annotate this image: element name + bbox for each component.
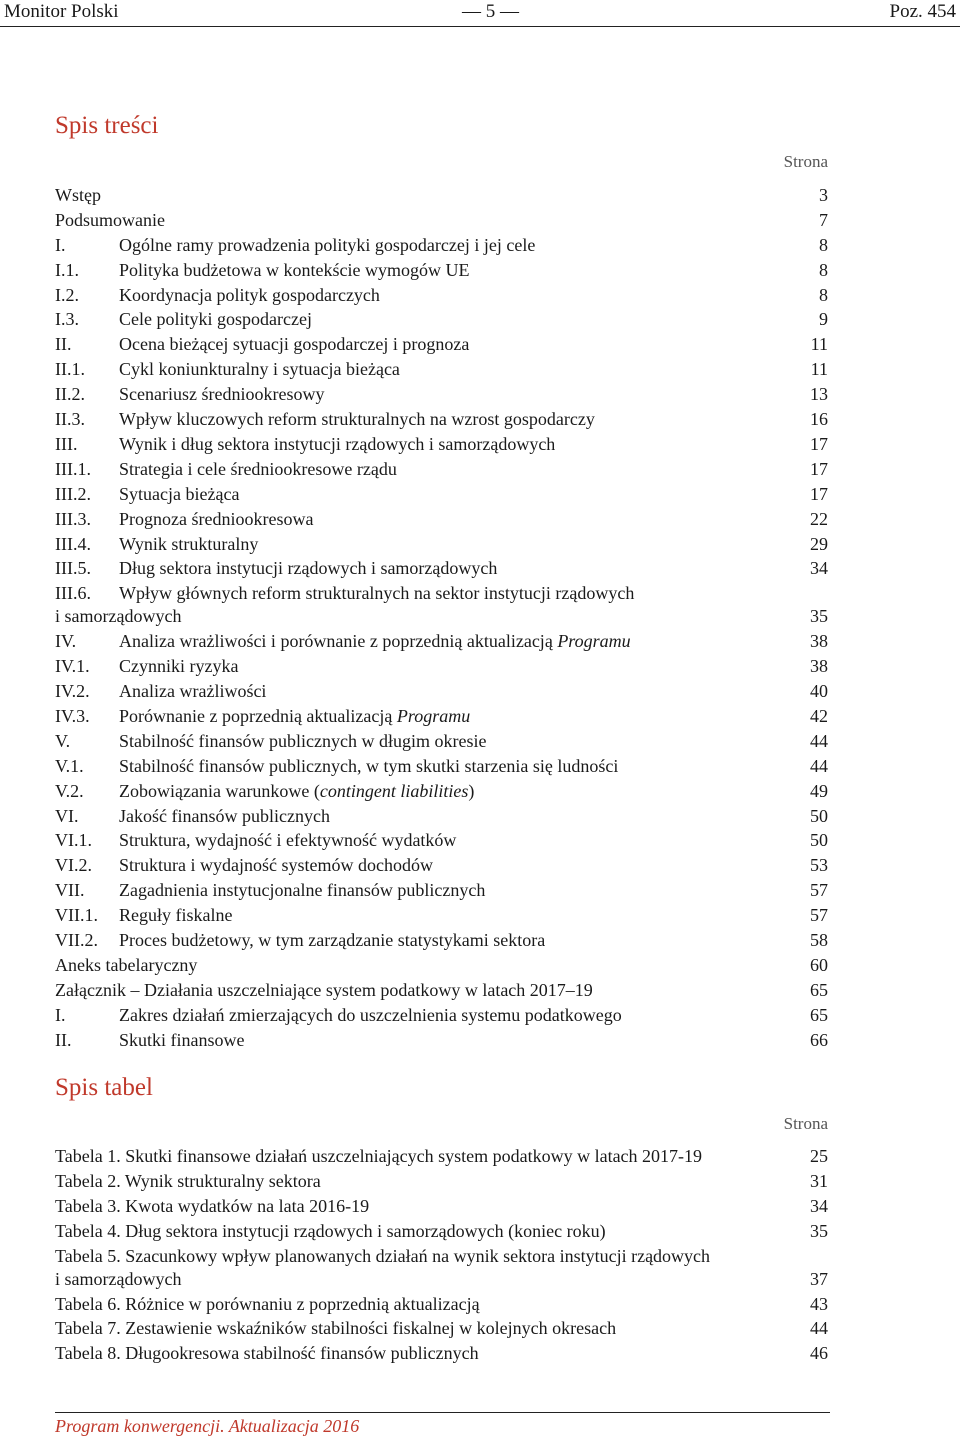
table-list-entry-page: 37 xyxy=(810,1269,828,1289)
toc-entry-title-text: Koordynacja polityk gospodarczych xyxy=(119,285,380,305)
toc-entry-page: 50 xyxy=(810,806,828,826)
toc-entry-page: 16 xyxy=(810,409,828,429)
toc-entry-number: III.6. xyxy=(55,583,91,603)
toc-entry-title-text: Ogólne ramy prowadzenia polityki gospodarczej i jej cele xyxy=(119,235,536,255)
toc-entry-title-text: Sytuacja bieżąca xyxy=(119,484,240,504)
toc-entry-title xyxy=(119,457,397,481)
toc-entry-number: III.3. xyxy=(55,509,91,529)
toc-entry-title xyxy=(119,629,631,653)
toc-entry-page: 8 xyxy=(819,235,828,255)
toc-entry-title-text: Aneks tabelaryczny xyxy=(55,955,198,975)
toc-entry-number: VI.2. xyxy=(55,855,92,875)
toc-entry-title-text: Reguły fiskalne xyxy=(119,905,233,925)
toc-entry-title-text: Stabilność finansów publicznych w długim okresie xyxy=(119,731,487,751)
toc-entry-title xyxy=(119,507,313,531)
toc-entry-page: 53 xyxy=(810,855,828,875)
toc-entry-title-text: Czynniki ryzyka xyxy=(119,656,239,676)
toc-entry-title xyxy=(119,283,380,307)
toc-entry-title xyxy=(119,407,595,431)
tables-page-column-label: Strona xyxy=(783,1114,828,1133)
table-list-entry-page: 43 xyxy=(810,1294,828,1314)
toc-entry-title-text: Wynik i dług sektora instytucji rządowych i samorządowych xyxy=(119,434,556,454)
toc-entry-page: 58 xyxy=(810,930,828,950)
toc-entry-page: 57 xyxy=(810,880,828,900)
toc-entry-page: 22 xyxy=(810,509,828,529)
toc-entry-number: V. xyxy=(55,731,71,751)
toc-entry-title xyxy=(119,307,312,331)
toc-entry-page: 13 xyxy=(810,384,828,404)
toc-entry-page: 29 xyxy=(810,534,828,554)
header-divider xyxy=(0,26,960,27)
toc-entry-title-text: Zagadnienia instytucjonalne finansów publicznych xyxy=(119,880,486,900)
toc-entry-title xyxy=(119,532,258,556)
toc-entry-number: IV.3. xyxy=(55,706,90,726)
toc-entry-page: 65 xyxy=(810,980,828,1000)
toc-entry-title xyxy=(119,1028,245,1052)
tables-list-title: Spis tabel xyxy=(55,1074,153,1101)
publication-name: Monitor Polski xyxy=(4,1,119,22)
page-number: — 5 — xyxy=(462,1,519,22)
toc-entry-title-text: Wpływ głównych reform strukturalnych na sektor instytucji rządowych xyxy=(119,583,635,603)
toc-entry-page: 60 xyxy=(810,955,828,975)
toc-entry-number: I.3. xyxy=(55,309,79,329)
toc-entry-title-emphasis: contingent liabilities xyxy=(319,781,469,801)
toc-entry-title xyxy=(119,357,400,381)
toc-entry-title xyxy=(119,779,474,803)
toc-entry-title-text: Zobowiązania warunkowe ( xyxy=(119,781,320,801)
toc-entry-title-text: Struktura i wydajność systemów dochodów xyxy=(119,855,433,875)
toc-entry-number: III.1. xyxy=(55,459,91,479)
toc-entry-title-text: Porównanie z poprzednią aktualizacją xyxy=(119,706,393,726)
table-list-entry-page: 44 xyxy=(810,1318,828,1338)
toc-entry-number: IV. xyxy=(55,631,77,651)
toc-entry-title xyxy=(119,903,232,927)
toc-entry-page: 11 xyxy=(810,359,828,379)
toc-entry-title-text: Scenariusz średniookresowy xyxy=(119,384,325,404)
toc-entry-page: 66 xyxy=(810,1030,828,1050)
table-list-entry-title: Tabela 3. Kwota wydatków na lata 2016-19 xyxy=(55,1196,370,1216)
toc-entry-number: II. xyxy=(55,1030,72,1050)
toc-entry-page: 8 xyxy=(819,260,828,280)
table-list-entry-title: Tabela 2. Wynik strukturalny sektora xyxy=(55,1171,321,1191)
toc-entry-title-text: Proces budżetowy, w tym zarządzanie statystykami sektora xyxy=(119,930,546,950)
table-list-entry-page: 46 xyxy=(810,1343,828,1363)
toc-entry-title-text: Analiza wrażliwości i porównanie z poprzednią aktualizacją xyxy=(119,631,553,651)
toc-entry-title-text: Wynik strukturalny xyxy=(119,534,259,554)
toc-entry-title xyxy=(119,382,324,406)
toc-entry-page: 8 xyxy=(819,285,828,305)
toc-entry-page: 11 xyxy=(810,334,828,354)
toc-entry-title xyxy=(119,233,535,257)
toc-entry-number: VII.1. xyxy=(55,905,98,925)
toc-entry-title-text: Stabilność finansów publicznych, w tym skutki starzenia się ludności xyxy=(119,756,619,776)
toc-entry-number: VI.1. xyxy=(55,830,92,850)
toc-entry-page: 57 xyxy=(810,905,828,925)
toc-entry-page: 38 xyxy=(810,631,828,651)
toc-entry-page: 3 xyxy=(819,185,828,205)
toc-entry-title xyxy=(119,704,470,728)
toc-entry-page: 44 xyxy=(810,731,828,751)
table-list-entry-title: Tabela 5. Szacunkowy wpływ planowanych działań na wynik sektora instytucji rządowych xyxy=(55,1246,711,1266)
toc-title: Spis treści xyxy=(55,112,159,139)
toc-entry-title-text: Zakres działań zmierzających do uszczelnienia systemu podatkowego xyxy=(119,1005,622,1025)
toc-entry-number: VII. xyxy=(55,880,85,900)
toc-entry-page: 9 xyxy=(819,309,828,329)
toc-entry-title xyxy=(119,729,486,753)
toc-entry-title-text: Cykl koniunkturalny i sytuacja bieżąca xyxy=(119,359,400,379)
page-header xyxy=(0,0,960,26)
toc-entry-title xyxy=(119,654,238,678)
toc-entry-page: 42 xyxy=(810,706,828,726)
toc-entry-title-text: Cele polityki gospodarczej xyxy=(119,309,312,329)
toc-entry-number: III.4. xyxy=(55,534,91,554)
position-number: Poz. 454 xyxy=(889,1,956,22)
toc-entry-title-text: Jakość finansów publicznych xyxy=(119,806,330,826)
toc-entry-title xyxy=(119,928,545,952)
toc-entry-title-text: Wstęp xyxy=(55,185,101,205)
toc-entry-number: II.3. xyxy=(55,409,85,429)
table-list-entry-title-continuation: i samorządowych xyxy=(55,1269,182,1289)
toc-entry-number: IV.1. xyxy=(55,656,90,676)
toc-entry-title-text: Dług sektora instytucji rządowych i samorządowych xyxy=(119,558,498,578)
toc-entry-title-text: Załącznik – Działania uszczelniające system podatkowy w latach 2017–19 xyxy=(55,980,593,1000)
toc-entry-page: 17 xyxy=(810,434,828,454)
table-list-entry-title: Tabela 6. Różnice w porównaniu z poprzednią aktualizacją xyxy=(55,1294,480,1314)
toc-entry-title xyxy=(55,953,197,977)
toc-entry-title-emphasis: Programu xyxy=(396,706,471,726)
toc-entry-page: 7 xyxy=(819,210,828,230)
toc-entry-page: 44 xyxy=(810,756,828,776)
toc-entry-title xyxy=(119,1003,622,1027)
toc-entry-number: III.5. xyxy=(55,558,91,578)
toc-entry-title xyxy=(119,432,555,456)
table-list-entry-page: 25 xyxy=(810,1146,828,1166)
toc-entry-number: V.1. xyxy=(55,756,84,776)
toc-entry-number: II.2. xyxy=(55,384,85,404)
toc-entry-page: 17 xyxy=(810,484,828,504)
footer-text: Program konwergencji. Aktualizacja 2016 xyxy=(55,1416,360,1436)
toc-entry-title xyxy=(119,679,266,703)
toc-entry-title xyxy=(119,258,469,282)
toc-entry-title xyxy=(55,183,101,207)
toc-entry-number: I.2. xyxy=(55,285,79,305)
toc-entry-title xyxy=(119,828,456,852)
toc-entry-title-text: Skutki finansowe xyxy=(119,1030,245,1050)
toc-entry-page: 40 xyxy=(810,681,828,701)
toc-entry-number: V.2. xyxy=(55,781,84,801)
toc-entry-title-text: Ocena bieżącej sytuacji gospodarczej i prognoza xyxy=(119,334,470,354)
toc-entry-title xyxy=(119,804,330,828)
toc-entry-title-text: Polityka budżetowa w kontekście wymogów UE xyxy=(119,260,470,280)
table-list-entry-page: 31 xyxy=(810,1171,828,1191)
toc-entry-title xyxy=(119,853,433,877)
table-list-entry-title: Tabela 1. Skutki finansowe działań uszczelniających system podatkowy w latach 2017-19 xyxy=(55,1146,703,1166)
toc-entry-title-continuation: i samorządowych xyxy=(55,606,182,626)
toc-entry-title-text: Podsumowanie xyxy=(55,210,165,230)
toc-entry-number: VI. xyxy=(55,806,79,826)
toc-entry-title xyxy=(119,581,634,605)
toc-entry-title-emphasis: Programu xyxy=(557,631,631,651)
toc-entry-number: I. xyxy=(55,1005,66,1025)
toc-entry-page: 65 xyxy=(810,1005,828,1025)
toc-entry-page: 35 xyxy=(810,606,828,626)
toc-entry-title xyxy=(119,556,497,580)
table-list-entry-title: Tabela 8. Długookresowa stabilność finansów publicznych xyxy=(55,1343,479,1363)
toc-entry-number: I. xyxy=(55,235,66,255)
toc-entry-page: 49 xyxy=(810,781,828,801)
footer-divider xyxy=(55,1412,830,1413)
toc-entry-title xyxy=(119,482,239,506)
toc-entry-number: II. xyxy=(55,334,72,354)
table-list-entry-page: 34 xyxy=(810,1196,828,1216)
toc-entry-title-text: Struktura, wydajność i efektywność wydatków xyxy=(119,830,457,850)
toc-entry-page: 34 xyxy=(810,558,828,578)
table-list-entry-title: Tabela 4. Dług sektora instytucji rządowych i samorządowych (koniec roku) xyxy=(55,1221,606,1241)
toc-entry-number: IV.2. xyxy=(55,681,90,701)
toc-entry-title-text: Strategia i cele średniookresowe rządu xyxy=(119,459,397,479)
toc-entry-title xyxy=(119,754,618,778)
toc-entry-title xyxy=(119,878,485,902)
toc-entry-title-text: Prognoza średniookresowa xyxy=(119,509,314,529)
toc-entry-title xyxy=(119,332,469,356)
table-list-entry-page: 35 xyxy=(810,1221,828,1241)
toc-entry-title-suffix: ) xyxy=(468,781,475,801)
toc-entry-page: 50 xyxy=(810,830,828,850)
toc-entry-title-text: Wpływ kluczowych reform strukturalnych na wzrost gospodarczy xyxy=(119,409,595,429)
toc-entry-page: 17 xyxy=(810,459,828,479)
toc-entry-title xyxy=(55,978,593,1002)
table-list-entry-title: Tabela 7. Zestawienie wskaźników stabilności fiskalnej w kolejnych okresach xyxy=(55,1318,617,1338)
toc-entry-number: II.1. xyxy=(55,359,85,379)
toc-entry-title-text: Analiza wrażliwości xyxy=(119,681,267,701)
toc-page-column-label: Strona xyxy=(783,152,828,171)
toc-entry-number: III. xyxy=(55,434,78,454)
toc-entry-number: I.1. xyxy=(55,260,79,280)
toc-entry-page: 38 xyxy=(810,656,828,676)
toc-entry-number: VII.2. xyxy=(55,930,98,950)
toc-entry-number: III.2. xyxy=(55,484,91,504)
toc-entry-title xyxy=(55,208,165,232)
